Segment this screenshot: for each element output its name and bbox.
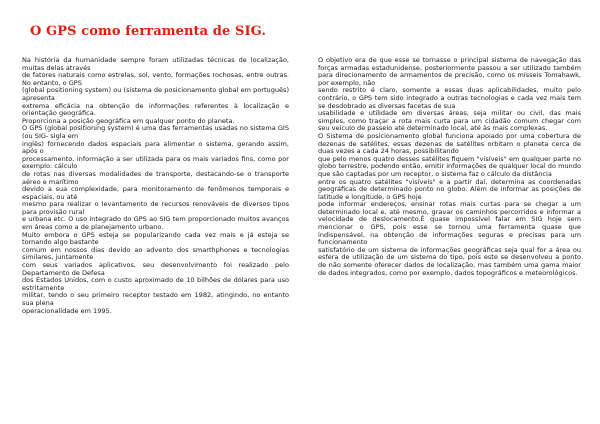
- left-paragraph-10: devido a sua complexidade, para monitoramento de fenômenos temporais e espaciais, ou até: [22, 185, 289, 201]
- right-paragraph-3: usabilidade e utilidade em diversas áreas, seja militar ou civil, das mais simples, como traçar a rota mais curta para um cidadão comum chegar com seu veículo de passeio até determinado local, até às mais complexas.: [318, 109, 581, 133]
- left-paragraph-16: dos Estados Unidos, com o custo aproximado de 10 bilhões de dólares para uso estritamente: [22, 276, 289, 292]
- left-paragraph-12: e urbana etc. O uso integrado do GPS ao SIG tem proporcionado muitos avanços em áreas como a de planejamento urbano.: [22, 215, 289, 232]
- left-paragraph-8: processamento, informação a ser utilizada para os mais variados fins, como por exemplo: cálculo: [22, 154, 289, 171]
- left-paragraph-6: O GPS (global positioning system) é uma das ferramentas usadas no sistema GIS (ou SIG- sigla em: [22, 124, 289, 140]
- right-paragraph-5: que pelo menos quatro desses satélites fiquem "visíveis" em qualquer parte no globo terrestre, podendo então, emitir informações de qualquer local do mundo que são captadas por um receptor, o sistema faz o cálculo da distância: [318, 154, 581, 178]
- left-paragraph-1: Na história da humanidade sempre foram utilizadas técnicas de localização, muitas delas através: [22, 56, 289, 72]
- left-paragraph-11: mesmo para realizar o levantamento de recursos renováveis de diversos tipos para provisão rural: [22, 200, 289, 216]
- left-column: [22, 57, 289, 315]
- right-paragraph-4: O Sistema de posicionamento global funciona apoiado por uma cobertura de dezenas de satélites, essas dezenas de satélites orbitam o planeta cerca de duas vezes a cada 24 horas, possibilitando: [318, 131, 581, 156]
- left-paragraph-14: comum em nossos dias devido ao advento dos smarthphones e tecnologias similares, juntamente: [22, 245, 289, 262]
- left-paragraph-4: extrema eficácia na obtenção de informações referentes à localização e orientação geográfica.: [22, 101, 289, 118]
- right-column: [318, 57, 581, 277]
- left-paragraph-18: operacionalidade em 1995.: [22, 306, 112, 315]
- right-paragraph-6: entre os quatro satélites "visíveis" e a partir daí, determina as coordenadas geográficas de determinado ponto no globo. Além de informar as posições de latitude e longitude, o GPS hoje: [318, 177, 581, 201]
- right-paragraph-8: satisfatório de um sistema de informações geográficas seja qual for a área ou esfera de utilização de um sistema do tipo, pois este se desenvolveu a ponto de não somente oferecer dados de localização, mas também uma gama maior de dados integrados, como por exemplo, dados topográficos e meteorológicos.: [318, 245, 581, 277]
- right-paragraph-2: sendo restrito é claro, somente a essas duas aplicabilidades, muito pelo contrário, o GPS tem sido integrado a outras tecnologias e cada vez mais tem se desdobrado as diversas facetas de sua: [318, 86, 581, 110]
- left-paragraph-5: Proporciona a posição geográfica em qualquer ponto do planeta.: [22, 116, 235, 125]
- left-paragraph-2: de fatores naturais como estrelas, sol, vento, formações rochosas, entre outras. No entanto, o GPS: [22, 71, 289, 87]
- left-paragraph-7: inglês) fornecendo dados espaciais para alimentar o sistema, gerando assim, após o: [22, 139, 289, 156]
- left-paragraph-3: (global positioning system) ou (sistema de posicionamento global em português) apresenta: [22, 86, 289, 102]
- left-paragraph-13: Muito embora o GPS esteja se popularizando cada vez mais e já esteja se tornando algo bastante: [22, 230, 289, 247]
- right-paragraph-1: O objetivo era de que esse se tornasse o principal sistema de navegação das forças armadas estadunidense, posteriormente passou a ser utilizado também para direcionamento de armamentos de precisão, como os mísseis Tomahawk, por exemplo, não: [318, 56, 581, 87]
- left-paragraph-15: com seus variados aplicativos, seu desenvolvimento foi realizado pelo Departamento de Defesa: [22, 261, 289, 277]
- right-paragraph-7: pode informar endereços, ensinar rotas mais curtas para se chegar a um determinado local e, até mesmo, gravar os caminhos percorridos e informar a velocidade de deslocamento.É quase impossível falar em SIG hoje sem mencionar o GPS, pois esse se tornou uma ferramenta quase que indispensável, na obtenção de informações seguras e precisas para um funcionamento: [318, 200, 581, 247]
- left-paragraph-9: de rotas nas diversas modalidades de transporte, destacando-se o transporte aéreo e marítimo: [22, 169, 289, 186]
- left-paragraph-17: militar, tendo o seu primeiro receptor testado em 1982, atingindo, no entanto sua plena: [22, 291, 289, 307]
- document-title: O GPS como ferramenta de SIG.: [30, 24, 267, 39]
